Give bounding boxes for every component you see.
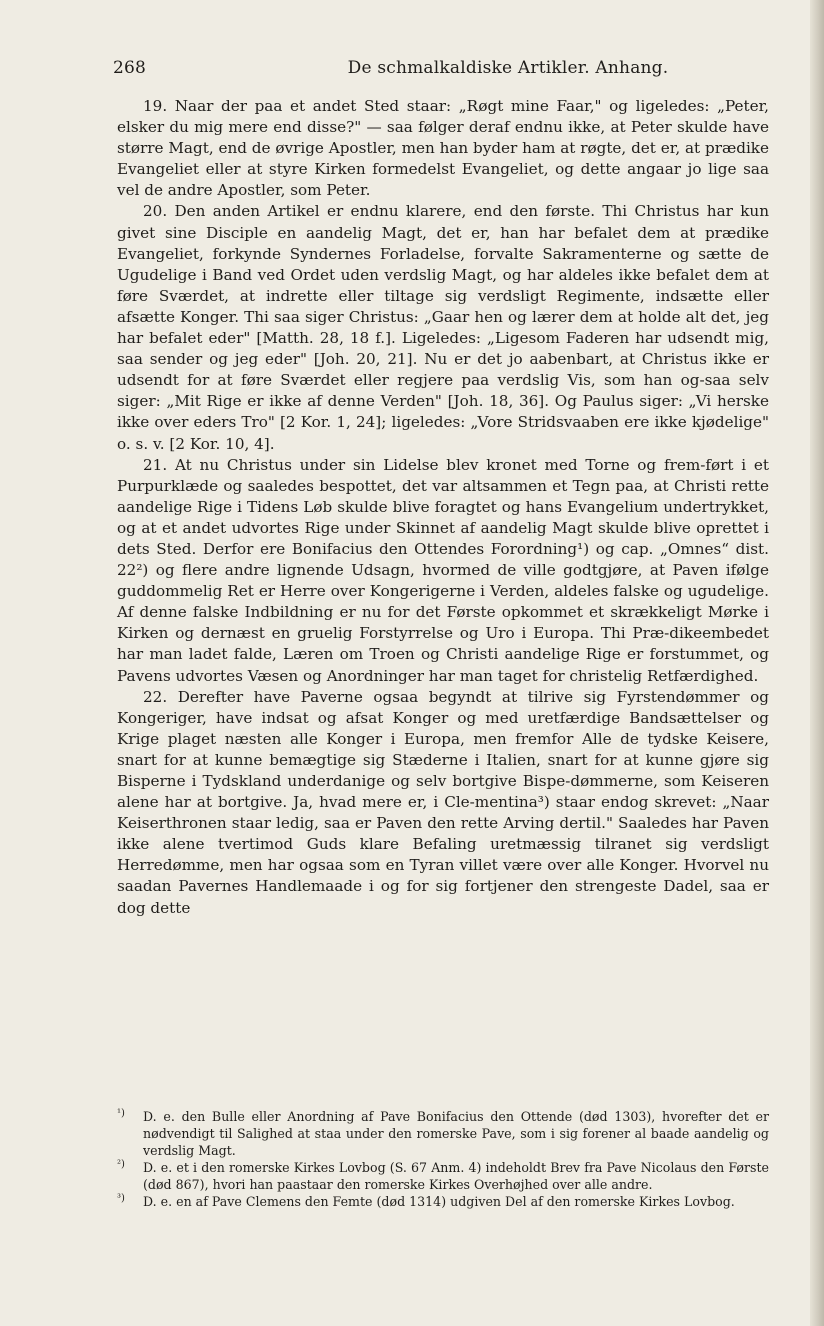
paragraph-19: 19. Naar der paa et andet Sted staar: „Røgt mine Faar," og ligeledes: „Peter, elsker du mig mere end disse?" — saa følger deraf endnu ikke, at Peter skulde have større Magt, end de øvrige Apostler, men han byder ham at røgte, det er, at prædike Evangeliet eller at styre Kirken formedelst Evangeliet, og dette angaar jo lige saa vel de andre Apostler, som Peter. [117,97,769,200]
footnote-text: D. e. et i den romerske Kirkes Lovbog (S. 67 Anm. 4) indeholdt Brev fra Pave Nicolaus den Første (død 867), hvori han paastaar den romerske Kirkes Overhøjhed over alle andre. [143,1160,769,1193]
footnote-1 [117,1108,769,1159]
paragraph-20: 20. Den anden Artikel er endnu klarere, end den første. Thi Christus har kun givet sine Disciple en aandelig Magt, det er, han har befalet dem at prædike Evangeliet, forkynde Syndernes Forladelse, forvalte Sakramenterne og sætte de Ugudelige i Band ved Ordet uden verdslig Magt, og har aldeles ikke befalet dem at føre Sværdet, at indrette eller tiltage sig verdsligt Regimente, indsætte eller afsætte Konger. Thi saa siger Christus: „Gaar hen og lærer dem at holde alt det, jeg har befalet eder" [Matth. 28, 18 f.]. Ligeledes: „Ligesom Faderen har udsendt mig, saa sender og jeg eder" [Joh. 20, 21]. Nu er det jo aabenbart, at Christus ikke er udsendt for at føre Sværdet eller regjere paa verdslig Vis, som han og-saa selv siger: „Mit Rige er ikke af denne Verden" [Joh. 18, 36]. Og Paulus siger: „Vi herske ikke over eders Tro" [2 Kor. 1, 24]; ligeledes: „Vore Stridsvaaben ere ikke kjødelige" o. s. v. [2 Kor. 10, 4]. [117,202,769,453]
main-text [117,96,769,919]
footnote-text: D. e. den Bulle eller Anordning af Pave Bonifacius den Ottende (død 1303), hvorefter det er nødvendigt til Salighed at staa under den romerske Pave, som i sig forener al baade aandelig og verdslig Magt. [143,1109,769,1159]
footnote-mark: ³) [117,1193,125,1205]
paragraph-22: 22. Derefter have Paverne ogsaa begyndt at tilrive sig Fyrstendømmer og Kongeriger, have indsat og afsat Konger og med uretfærdige Bandsættelser og Krige plaget næsten alle Konger i Europa, men fremfor Alle de tydske Keisere, snart for at kunne bemægtige sig Stæderne i Italien, snart for at kunne gjøre sig Bisperne i Tydskland underdanige og selv bortgive Bispe-dømmerne, som Keiseren alene har at bortgive. Ja, hvad mere er, i Cle-mentina³) staar endog skrevet: „Naar Keiserthronen staar ledig, saa er Paven den rette Arving dertil." Saaledes har Paven ikke alene tvertimod Guds klare Befaling uretmæssig tilranet sig verdsligt Herredømme, men har ogsaa som en Tyran villet være over alle Konger. Hvorvel nu saadan Pavernes Handlemaade i og for sig fortjener den strengeste Dadel, saa er dog dette [117,687,769,917]
paragraph-21: 21. At nu Christus under sin Lidelse blev kronet med Torne og frem-ført i et Purpurklæde og saaledes bespottet, det var altsammen et Tegn paa, at Christi rette aandelige Rige i Tidens Løb skulde blive foragtet og hans Evangelium undertrykket, og at et andet udvortes Rige under Skinnet af aandelig Magt skulde blive oprettet i dets Sted. Derfor ere Bonifacius den Ottendes Forordning¹) og cap. „Omnes“ dist. 22²) og flere andre lignende Udsagn, hvormed de ville godtgjøre, at Paven ifølge guddommelig Ret er Herre over Kongerigerne i Verden, aldeles falske og ugudelige. Af denne falske Indbildning er nu for det Første opkommet et skrækkeligt Mørke i Kirken og dernæst en gruelig Forstyrrelse og Uro i Europa. Thi Præ-dikeembedet har man ladet falde, Læren om Troen og Christi aandelige Rige er forstummet, og Pavens udvortes Væsen og Anordninger har man taget for christelig Retfærdighed. [117,455,769,685]
footnote-mark: ²) [117,1159,125,1171]
page-header [113,58,763,82]
footnotes [117,1108,769,1211]
page-edge [810,0,824,1326]
running-title: De schmalkaldiske Artikler. Anhang. [347,58,669,78]
footnote-text: D. e. en af Pave Clemens den Femte (død 1314) udgiven Del af den romerske Kirkes Lovbog. [143,1194,735,1210]
page-number: 268 [113,58,147,78]
footnote-mark: ¹) [117,1108,125,1119]
footnote-2 [117,1159,769,1193]
footnote-3 [117,1193,769,1210]
